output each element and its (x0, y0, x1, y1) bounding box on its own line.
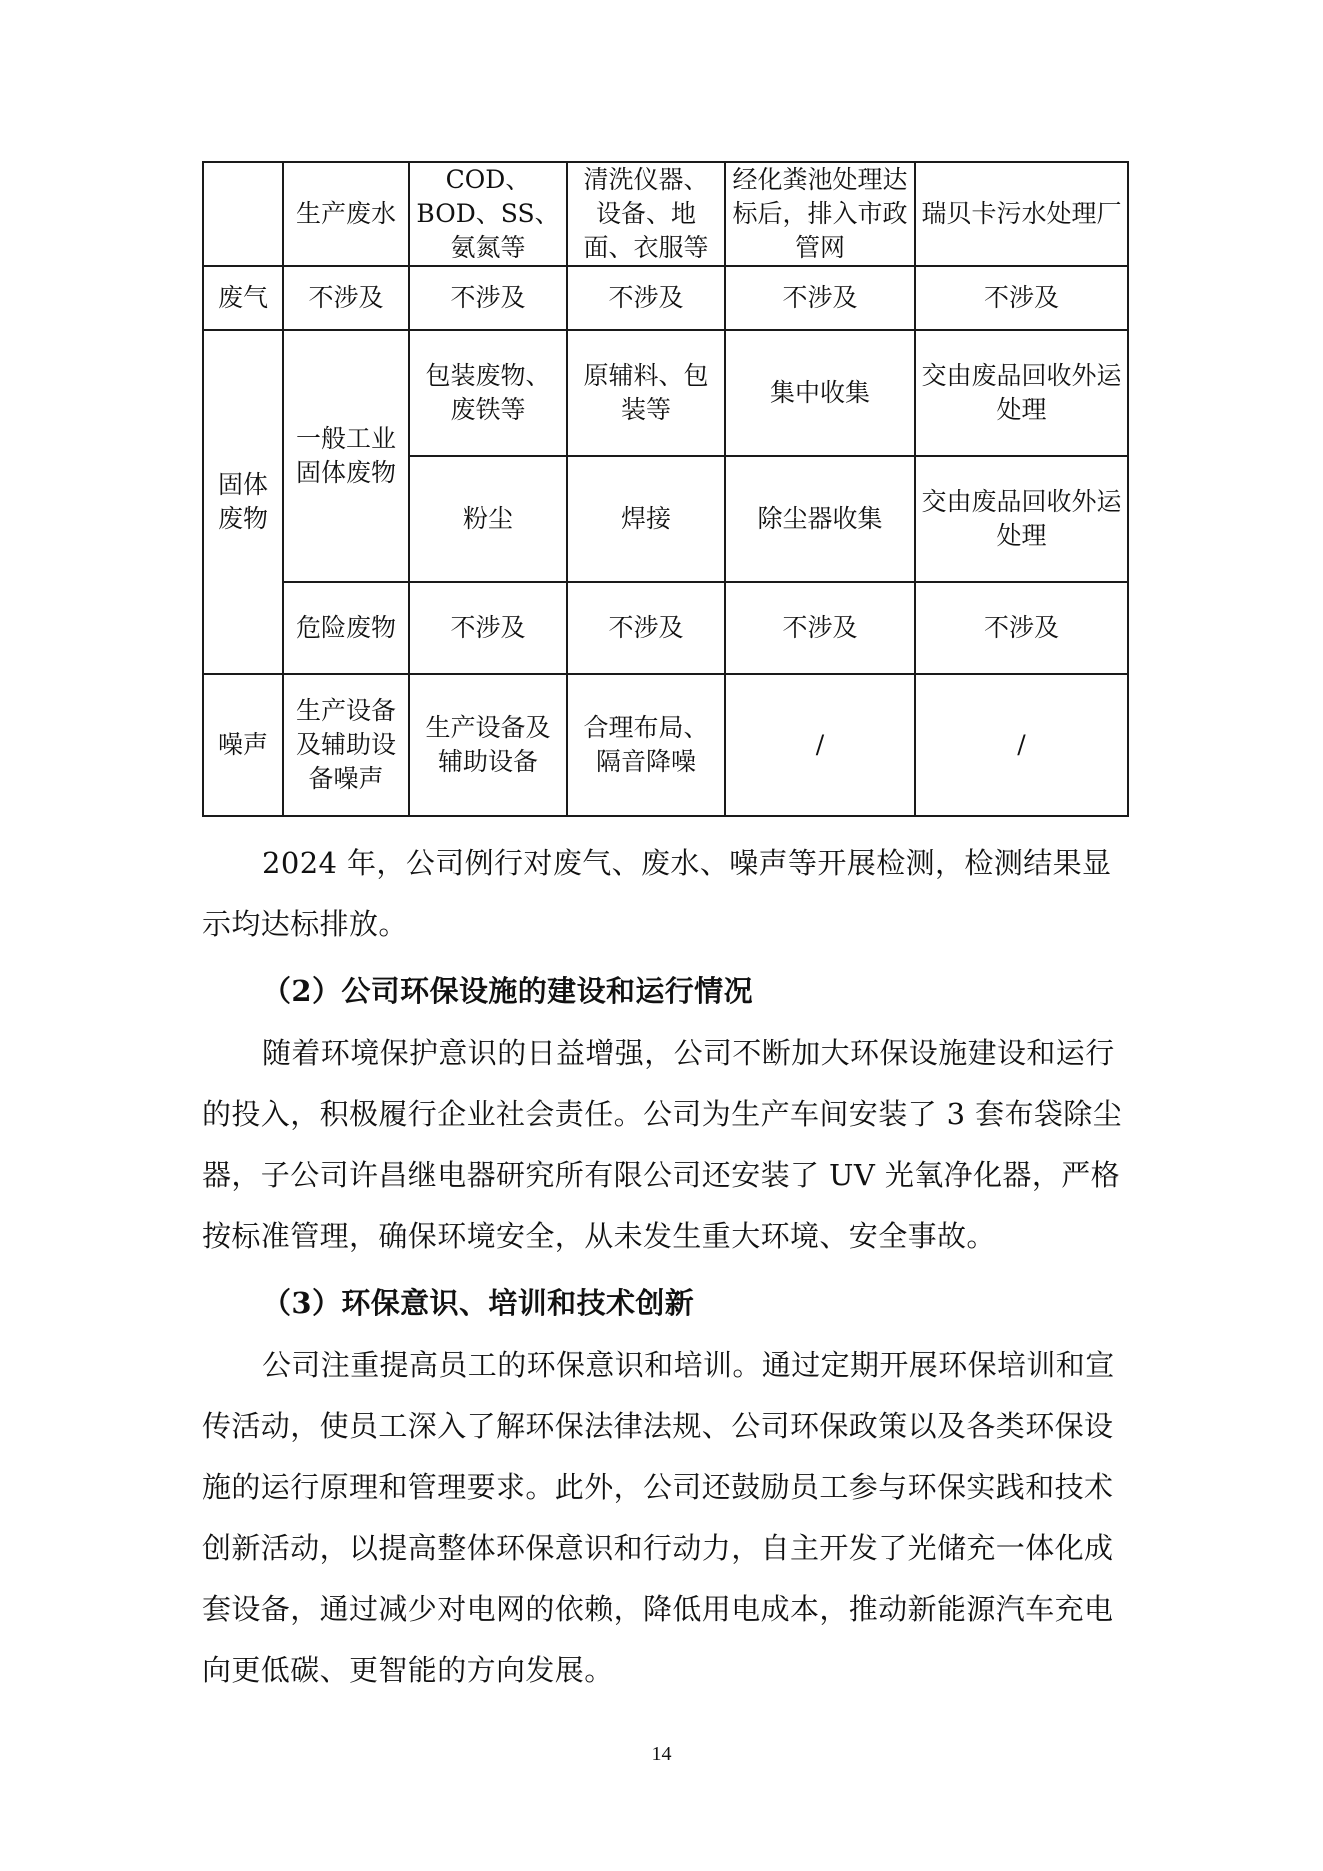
pollutant-table (202, 161, 1129, 817)
table-cell: 噪声 (203, 674, 283, 816)
table-cell: 危险废物 (283, 582, 409, 674)
table-row (203, 266, 1128, 330)
table-cell: 粉尘 (409, 456, 567, 582)
table-cell: 生产设备及辅助设备噪声 (283, 674, 409, 816)
table-cell: COD、BOD、SS、氨氮等 (409, 162, 567, 266)
section-heading-training: （3）环保意识、培训和技术创新 (262, 1286, 695, 1320)
table-cell: 不涉及 (409, 582, 567, 674)
table-cell: / (915, 674, 1128, 816)
paragraph-monitoring: 2024 年，公司例行对废气、废水、噪声等开展检测，检测结果显示均达标排放。 (202, 846, 1112, 941)
table-row (203, 162, 1128, 266)
table-cell: 不涉及 (915, 582, 1128, 674)
table-cell: 生产设备及辅助设备 (409, 674, 567, 816)
table-cell: 焊接 (567, 456, 725, 582)
table-cell (203, 162, 283, 266)
table-cell: 废气 (203, 266, 283, 330)
table-cell: 不涉及 (567, 582, 725, 674)
paragraph-training: 公司注重提高员工的环保意识和培训。通过定期开展环保培训和宣传活动，使员工深入了解环保法律法规、公司环保政策以及各类环保设施的运行原理和管理要求。此外，公司还鼓励员工参与环保实践和技术创新活动，以提高整体环保意识和行动力，自主开发了光储充一体化成套设备，通过减少对电网的依赖，降低用电成本，推动新能源汽车充电向更低碳、更智能的方向发展。 (202, 1348, 1115, 1687)
table-cell: 经化粪池处理达标后，排入市政管网 (725, 162, 915, 266)
table-cell: 除尘器收集 (725, 456, 915, 582)
table-cell: 不涉及 (915, 266, 1128, 330)
table-row (203, 330, 1128, 456)
table-cell: 一般工业固体废物 (283, 330, 409, 582)
table-cell: 固体废物 (203, 330, 283, 674)
table-cell: 原辅料、包装等 (567, 330, 725, 456)
table-cell: 包装废物、废铁等 (409, 330, 567, 456)
table-cell: 合理布局、隔音降噪 (567, 674, 725, 816)
section-heading-facilities: （2）公司环保设施的建设和运行情况 (262, 974, 753, 1008)
table-cell: 生产废水 (283, 162, 409, 266)
table-cell: / (725, 674, 915, 816)
table-cell: 不涉及 (409, 266, 567, 330)
table-cell: 瑞贝卡污水处理厂 (915, 162, 1128, 266)
table-cell: 不涉及 (725, 582, 915, 674)
table-cell: 集中收集 (725, 330, 915, 456)
table-cell: 不涉及 (567, 266, 725, 330)
paragraph-facilities: 随着环境保护意识的日益增强，公司不断加大环保设施建设和运行的投入，积极履行企业社会责任。公司为生产车间安装了 3 套布袋除尘器，子公司许昌继电器研究所有限公司还安装了 UV 光氧净化器，严格按标准管理，确保环境安全，从未发生重大环境、安全事故。 (202, 1036, 1123, 1253)
table-row (203, 674, 1128, 816)
table-row (203, 582, 1128, 674)
table-cell: 交由废品回收外运处理 (915, 456, 1128, 582)
table-cell: 交由废品回收外运处理 (915, 330, 1128, 456)
page-number: 14 (651, 1743, 672, 1765)
table-cell: 不涉及 (725, 266, 915, 330)
table-cell: 不涉及 (283, 266, 409, 330)
table-cell: 清洗仪器、设备、地面、衣服等 (567, 162, 725, 266)
